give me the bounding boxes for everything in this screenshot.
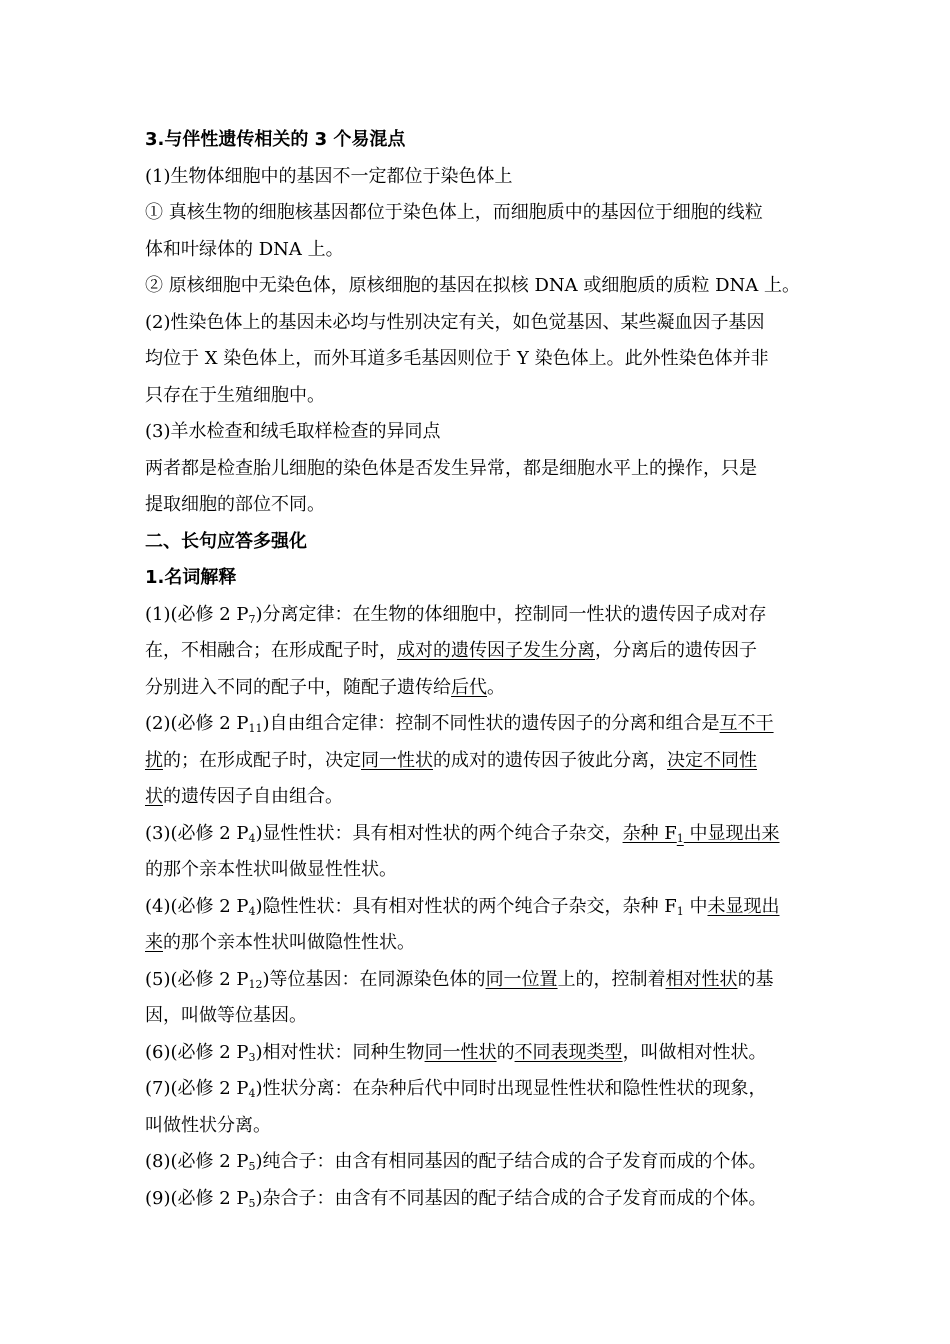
def-3	[145, 816, 815, 853]
document-body	[145, 122, 815, 1217]
text-run: 因，叫做等位基因。	[145, 1005, 307, 1026]
text-run: 二、长句应答多强化	[145, 530, 307, 552]
text-run: 上的，控制着	[557, 968, 666, 990]
item-3-body-cont	[145, 487, 815, 524]
text-run: 的；在形成配子时，决定	[163, 749, 361, 771]
text-run: 提取细胞的部位不同。	[145, 494, 325, 515]
underlined-answer: 中显现出来	[683, 822, 780, 844]
subscript-text: 11	[248, 722, 263, 735]
text-run: )分离定律：在生物的体细胞中，控制同一性状的遗传因子成对存	[255, 603, 767, 625]
text-run: 均位于 X 染色体上，而外耳道多毛基因则位于 Y 染色体上。此外性染色体并非	[145, 348, 769, 369]
text-run: (1)生物体细胞中的基因不一定都位于染色体上	[145, 165, 513, 187]
def-7	[145, 1071, 815, 1108]
underlined-answer: 决定不同性	[667, 749, 757, 771]
text-run: (1)(必修 2 P	[145, 603, 249, 625]
underlined-answer: 不同表现类型	[514, 1041, 623, 1063]
underlined-answer: 后代	[451, 676, 487, 698]
text-run: )隐性性状：具有相对性状的两个纯合子杂交，杂种 F	[255, 895, 677, 917]
text-run: 叫做性状分离。	[145, 1114, 271, 1136]
item-1-a-cont	[145, 232, 815, 269]
text-run: ① 真核生物的细胞核基因都位于染色体上，而细胞质中的基因位于细胞的线粒	[145, 202, 763, 223]
item-2	[145, 305, 815, 342]
subscript-text: 4	[248, 1087, 256, 1100]
def-5-cont	[145, 998, 815, 1035]
item-3-body	[145, 451, 815, 488]
text-run: ② 原核细胞中无染色体，原核细胞的基因在拟核 DNA 或细胞质的质粒 DNA 上。	[145, 275, 800, 296]
text-run: 中	[683, 895, 708, 917]
text-run: 的	[496, 1041, 515, 1063]
def-3-cont	[145, 852, 815, 889]
text-run: ，叫做相对性状。	[622, 1041, 767, 1063]
def-2	[145, 706, 815, 743]
underlined-answer: 状	[145, 786, 163, 807]
text-run: (8)(必修 2 P	[145, 1151, 249, 1172]
def-1-cont-2	[145, 670, 815, 707]
text-run: ，分离后的遗传因子	[595, 640, 757, 661]
text-run: 的那个亲本性状叫做隐性性状。	[163, 932, 415, 953]
item-1	[145, 159, 815, 196]
underlined-answer: 来	[145, 932, 163, 953]
def-4	[145, 889, 815, 926]
text-run: (2)(必修 2 P	[145, 713, 249, 734]
subscript-text: 3	[248, 1050, 256, 1064]
underlined-answer: 相对性状	[665, 968, 738, 990]
section-2-heading	[145, 524, 815, 561]
def-2-cont-1	[145, 743, 815, 780]
text-run: (6)(必修 2 P	[145, 1041, 249, 1063]
subscript-text: 4	[248, 904, 256, 918]
item-1-b	[145, 268, 815, 305]
text-run: 的遗传因子自由组合。	[163, 786, 343, 807]
text-run: )等位基因：在同源染色体的	[262, 968, 486, 990]
text-run: )杂合子：由含有不同基因的配子结合成的合子发育而成的个体。	[255, 1187, 767, 1209]
text-run: 只存在于生殖细胞中。	[145, 384, 325, 406]
subscript-text: 4	[248, 831, 256, 845]
underlined-answer: 扰	[145, 749, 163, 771]
underlined-answer: 1	[676, 831, 684, 845]
item-2-cont-2	[145, 378, 815, 415]
text-run: )性状分离：在杂种后代中同时出现显性性状和隐性性状的现象，	[255, 1078, 767, 1099]
def-1	[145, 597, 815, 634]
text-run: (3)羊水检查和绒毛取样检查的异同点	[145, 421, 441, 442]
underlined-answer: 杂种 F	[622, 822, 677, 844]
text-run: )显性性状：具有相对性状的两个纯合子杂交，	[255, 822, 623, 844]
text-run: 体和叶绿体的 DNA 上。	[145, 238, 344, 260]
text-run: (9)(必修 2 P	[145, 1187, 249, 1209]
text-run: 两者都是检查胎儿细胞的染色体是否发生异常，都是细胞水平上的操作，只是	[145, 457, 757, 479]
text-run: (7)(必修 2 P	[145, 1078, 249, 1099]
text-run: 3.与伴性遗传相关的 3 个易混点	[145, 129, 406, 150]
text-run: )自由组合定律：控制不同性状的遗传因子的分离和组合是	[262, 713, 720, 734]
text-run: (2)性染色体上的基因未必均与性别决定有关，如色觉基因、某些凝血因子基因	[145, 311, 765, 333]
underlined-answer: 成对的遗传因子发生分离	[397, 640, 595, 661]
text-run: (3)(必修 2 P	[145, 822, 249, 844]
subscript-text: 5	[248, 1196, 256, 1210]
text-run: 。	[487, 676, 505, 698]
text-run: 的那个亲本性状叫做显性性状。	[145, 859, 397, 880]
subscript-text: 7	[248, 612, 256, 626]
def-6	[145, 1035, 815, 1072]
text-run: 的基	[737, 968, 774, 990]
item-3	[145, 414, 815, 451]
def-1-cont-1	[145, 633, 815, 670]
text-run: )相对性状：同种生物	[255, 1041, 425, 1063]
text-run: 1.名词解释	[145, 567, 237, 588]
subscript-text: 5	[248, 1160, 256, 1173]
underlined-answer: 同一位置	[485, 968, 558, 990]
def-2-cont-2	[145, 779, 815, 816]
subheading-1	[145, 560, 815, 597]
subscript-text: 12	[248, 977, 263, 991]
underlined-answer: 互不干	[719, 713, 774, 734]
text-run: 的成对的遗传因子彼此分离，	[433, 749, 667, 771]
heading-3	[145, 122, 815, 159]
text-run: 在，不相融合；在形成配子时，	[145, 640, 397, 661]
def-4-cont	[145, 925, 815, 962]
text-run: )纯合子：由含有相同基因的配子结合成的合子发育而成的个体。	[255, 1151, 767, 1172]
text-run: (5)(必修 2 P	[145, 968, 249, 990]
item-1-a	[145, 195, 815, 232]
text-run: (4)(必修 2 P	[145, 895, 249, 917]
def-8	[145, 1144, 815, 1181]
underlined-answer: 同一性状	[424, 1041, 497, 1063]
def-9	[145, 1181, 815, 1218]
subscript-text: 1	[676, 904, 684, 918]
underlined-answer: 未显现出	[707, 895, 780, 917]
def-7-cont	[145, 1108, 815, 1145]
text-run: 分别进入不同的配子中，随配子遗传给	[145, 676, 451, 698]
def-5	[145, 962, 815, 999]
item-2-cont-1	[145, 341, 815, 378]
underlined-answer: 同一性状	[361, 749, 433, 771]
